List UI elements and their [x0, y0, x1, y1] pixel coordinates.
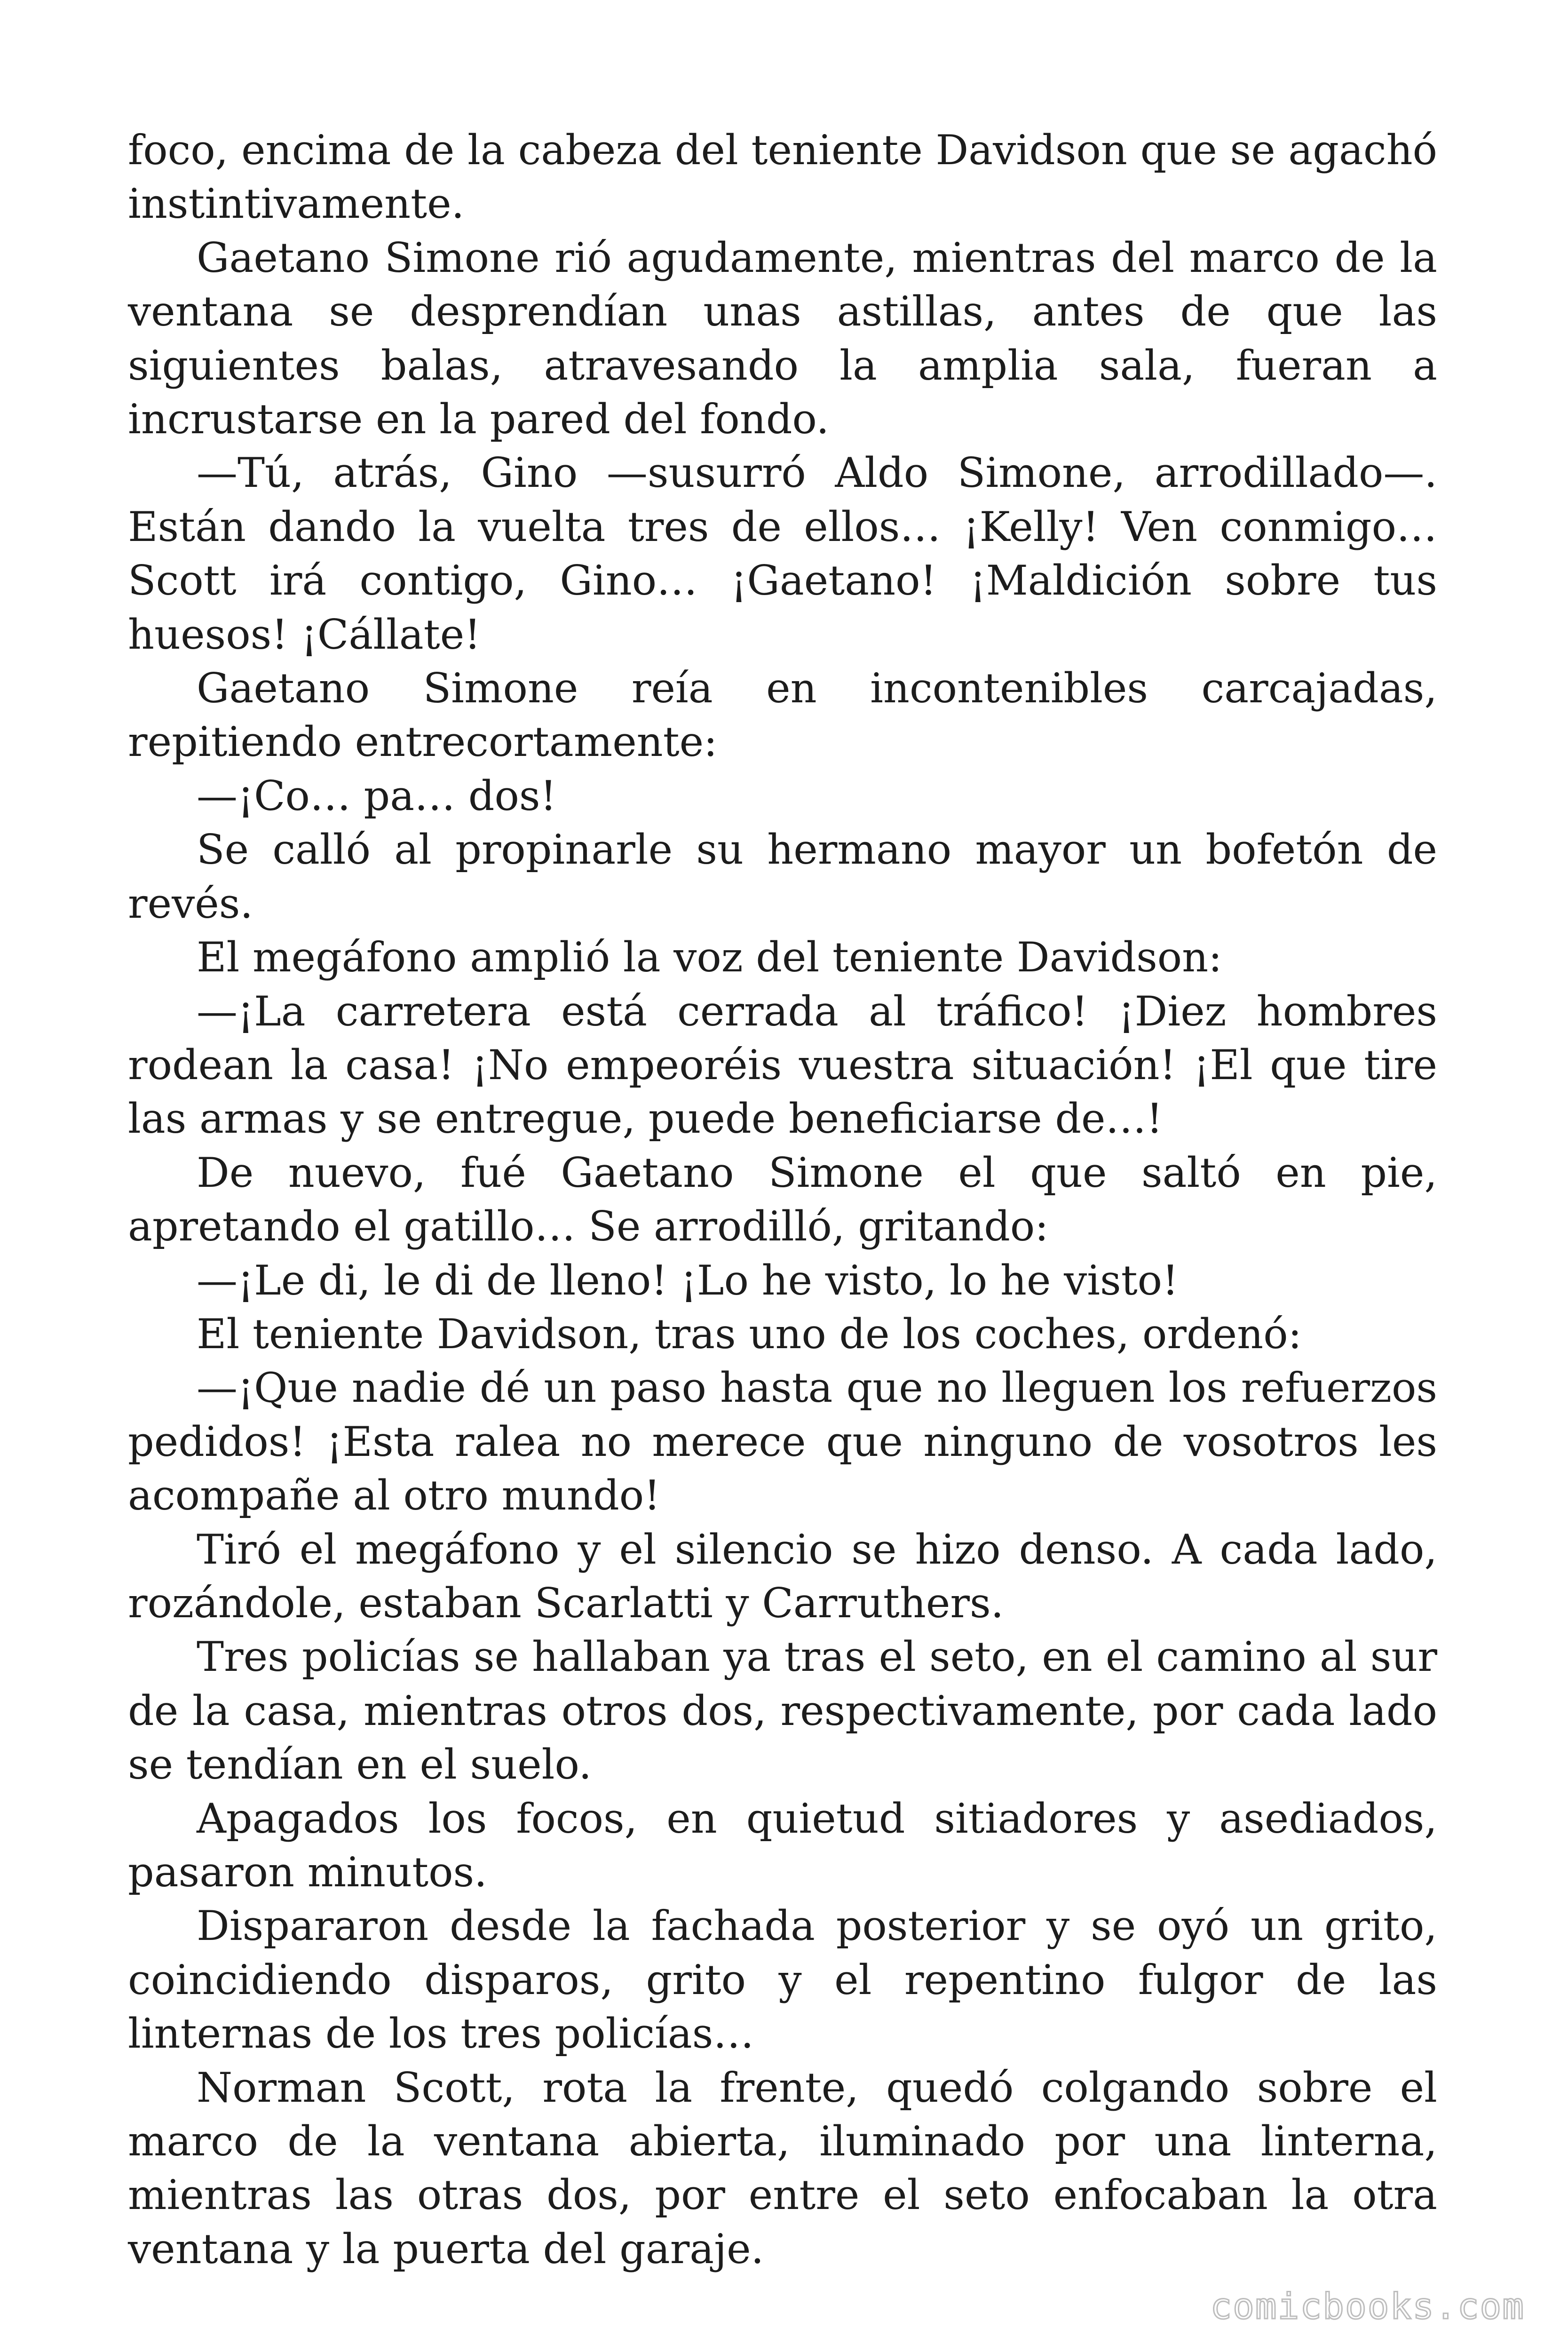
paragraph: El megáfono amplió la voz del teniente Davidson: [197, 933, 1222, 982]
body-text [128, 123, 1437, 2276]
paragraph: El teniente Davidson, tras uno de los coches, ordenó: [197, 1310, 1302, 1358]
paragraph: Se calló al propinarle su hermano mayor un bofetón de revés. [128, 826, 1437, 928]
paragraph: —Tú, atrás, Gino —susurró Aldo Simone, arrodillado—. Están dando la vuelta tres de ellos… ¡Kelly! Ven conmigo… Scott irá contigo, Gino… ¡Gaetano! ¡Maldición sobre tus huesos! ¡Cállate! [128, 449, 1437, 659]
paragraph: Gaetano Simone reía en incontenibles carcajadas, repitiendo entrecortamente: [128, 664, 1437, 766]
paragraph: Dispararon desde la fachada posterior y se oyó un grito, coincidiendo disparos, grito y el repentino fulgor de las linternas de los tres policías… [128, 1902, 1437, 2058]
paragraph: —¡La carretera está cerrada al tráfico! ¡Diez hombres rodean la casa! ¡No empeoréis vuestra situación! ¡El que tire las armas y se entregue, puede beneficiarse de…! [128, 987, 1437, 1143]
paragraph: —¡Le di, le di de lleno! ¡Lo he visto, lo he visto! [197, 1256, 1179, 1304]
paragraph: —¡Que nadie dé un paso hasta que no lleguen los refuerzos pedidos! ¡Esta ralea no merece que ninguno de vosotros les acompañe al otro mundo! [128, 1364, 1437, 1520]
paragraph: Tres policías se hallaban ya tras el seto, en el camino al sur de la casa, mientras otros dos, respectivamente, por cada lado se tendían en el suelo. [128, 1633, 1437, 1789]
watermark: comicbooks.com [1210, 2285, 1525, 2327]
paragraph: Gaetano Simone rió agudamente, mientras del marco de la ventana se desprendían unas astillas, antes de que las siguientes balas, atravesando la amplia sala, fueran a incrustarse en la pared del fondo. [128, 233, 1437, 444]
paragraph: De nuevo, fué Gaetano Simone el que saltó en pie, apretando el gatillo… Se arrodilló, gritando: [128, 1148, 1437, 1251]
paragraph: —¡Co… pa… dos! [197, 771, 557, 820]
paragraph: Apagados los focos, en quietud sitiadores y asediados, pasaron minutos. [128, 1794, 1437, 1896]
paragraph: Norman Scott, rota la frente, quedó colgando sobre el marco de la ventana abierta, iluminado por una linterna, mientras las otras dos, por entre el seto enfocaban la otra ventana y la puerta del garaje. [128, 2063, 1437, 2273]
paragraph: Tiró el megáfono y el silencio se hizo denso. A cada lado, rozándole, estaban Scarlatti y Carruthers. [128, 1525, 1437, 1627]
paragraph: foco, encima de la cabeza del teniente Davidson que se agachó instintivamente. [128, 126, 1437, 228]
